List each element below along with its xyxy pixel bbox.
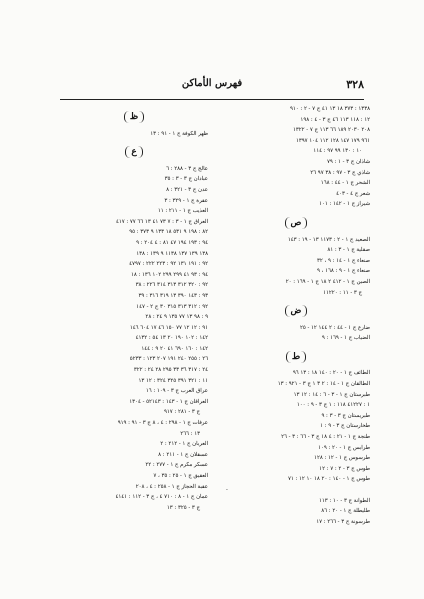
index-entry: عالج ج ٣ - ٢٨٨ : ٦ [166, 165, 208, 172]
index-entry: ٩٤ : ٩٣ ٤١ ٢٩٩ ٢٩٩ ١٠٢ ١٣٦ : ١٨ [130, 271, 208, 278]
index-entry: عدن ج ٣ - ٣٢١ : ٨ [166, 186, 208, 193]
index-entry: طرسوس ج ١ - ١٢ : ١٢٨ [314, 455, 370, 462]
left-column [60, 104, 208, 513]
index-entry: ١٤٢ : ١٠٢ ١٩٠ ٢٠ ١٣ ٥٤ : ٤١٣٢ [135, 335, 208, 342]
index-entry: الضياب ج ١ - ١٦٩ : ٩ [321, 335, 370, 342]
index-entry: ١٣٨ ١٣٩ ١٣٧ ١١٣٨ ٩ ١٣٩ : ١٣٨ [136, 250, 208, 257]
index-entry: ٩٤ : ١٩٣ ١٩٤ ٤٧ ٨١ : ٤ ٢٠٤ : ٩ [136, 239, 208, 246]
index-entry: ٩٢ : ١٩١ ١٣١ ٩٢ : ٢٢٣ ٢٢٢ : ٤٧٩٧ [129, 261, 208, 268]
index-entry: طرابس ج ١ - ٢٠ : ١٠٩ [318, 444, 370, 451]
index-entry: طخارستان ج ٣ - ٩ : ١ [320, 423, 370, 430]
page-header [60, 78, 364, 96]
index-entry: العراق ج ١ - ٣ : ٧ ٧٣ ٤١ ١٣ ٦٦ ٧٧ : ٤١٧ [115, 218, 208, 225]
index-entry: عبادان ج ٣ - ٣ : ٣٥ [164, 176, 208, 183]
index-entry: الشحر ج ١ - ٤٤ : ١٦٨ [320, 180, 370, 187]
index-entry: طليطلة ج ١ - ٢٠ : ٨٦ [321, 508, 370, 515]
section-letter: ط [286, 351, 306, 363]
section-heading [222, 305, 370, 318]
index-entry: ١ : ٤١٢٢٧ ١١٨ : ١ ج ٣ - ٩ : ١٠٠ [296, 402, 370, 409]
section-letter: ع [125, 146, 142, 158]
index-entry: الصين ج ١ - ٤١٢ ٢ ١٨ ج ١ - ١٦٩ : ٢٠ [285, 278, 370, 285]
index-entry: ٩٢ : ٣١٢ ٣١٣ ٣١٥ ٣٠ ج ٢ - ١٤٧ [136, 303, 208, 310]
section-heading [60, 111, 208, 124]
index-entry-continuation: ١٣ : ٢٦٦ [180, 430, 200, 437]
index-entry: ١٣٣٨ : ٣٧٣ ١٨ ١٣ ٤١ ج ٧ - ٢ : ٩١٠ [290, 106, 370, 112]
index-entry: ٢٠٨ ٢٠٣٠ ١٨٩ ٦٦ ١١٣ ج ٧ - ١٣٢٢ [293, 127, 370, 134]
index-entry-continuation: ج ٣ - ٢٨١ : ٩١٧ [164, 409, 200, 416]
index-entry: شاذي ج ٣ - ٩٧ : ٣٨ ٩٧ ٢٦ [310, 169, 370, 176]
index-entry-continuation: ج ٣ - ١١ : ١١٢٢٠ [323, 289, 362, 296]
index-entry: عراق العرب ج ٣ - ١٠٩ : ١٦ [145, 388, 208, 395]
index-entry: شعر ج ٤ - ٤٠٣ [336, 190, 370, 197]
index-entry: صنعاء ج ١ - ٩ : ١٦٨ ، ٩ [317, 268, 370, 275]
index-entry: العقيق ج ١ - ٢٥ : ٣٥ ، ٧ [153, 473, 208, 479]
index-entry: عقبة الحجاز ج ١ - ٢٥٨ : ٤ ، ٢٠٨ [135, 483, 208, 490]
index-entry: ٩٢ : ٣٢٠ ٣١٢ ٣١٣ ٣١٤ ٢٢٦ : ٣٨ [135, 282, 208, 289]
index-entry: عرفات ج ١ - ٢٩٨ : ٤ ، ٨ ج ٣ - ٩١ : ٩١٩ [117, 420, 208, 427]
index-entry: ١٤٢ : ١٦٠ ٦٩٠ ٤١ ٢٠ ٩ : ١٤٤ [141, 345, 208, 352]
index-entry: عمان ج ١ - ٨ : ٧١٠ ٤ ، ج ٣ - ١١٢ : ٤١٤١ [115, 494, 208, 501]
index-entry: طبريستان ج ٣ - ٣ : ٩ [321, 412, 370, 419]
index-entry: - [226, 487, 228, 493]
index-entry: عقرة ج ١ - ٣٢٩ : ٣ [164, 197, 208, 204]
index-entry: ١١ : ٣٢١ ٣٩١ ٣٢٥ ٣٢٤ : ١٢ ١٣ [138, 377, 208, 384]
index-entry: شاذان ج ٣ - ١ : ٧٩ [326, 158, 370, 165]
index-entry: الطائف ج ١ - ٢٠ : ١٤٠ ١٨ : ١٣ ٩٦ [292, 370, 370, 377]
header-rule [60, 99, 364, 100]
section-heading [222, 217, 370, 230]
index-entry: صقلية ج ١ - ٣ : ٨١ [327, 247, 370, 254]
index-entry: ٢٤ : ٣١٧ ٣٦ ٣٣ ٢٩٥ ٢٨ ٢٤ : ٣٢٢ [133, 367, 208, 374]
running-title: فهرس الأماكن [181, 78, 243, 89]
index-entry: عسقلان ج ١ - ٢١١ : ٨ [158, 451, 208, 458]
index-entry: ضارع ج ١ - ٤٤ : ٢ ١٤٤ ١٢ - ٢٥ [299, 324, 370, 331]
index-entry: ظهر الكوفة ج ١ - ٩١ : ١٣ [150, 130, 208, 137]
index-entry: ٩ : ٩٨ ١٣ ٧٧ ١٣٥ ٩ ٢٤ : ٢٨ [145, 314, 208, 321]
section-letter: ض [285, 305, 308, 317]
index-entry: طوس ج ٣ - ٢ : ٧ : ١٢ [319, 465, 370, 472]
section-letter: ظ [124, 111, 144, 123]
section-heading [60, 146, 208, 159]
section-heading [222, 351, 370, 364]
index-entry: العراقان ج ١ - ١٤٣ : ٥٢١٤٣ - ١٣٠٤ [129, 398, 208, 405]
index-entry: ٢٦ : ٢٥٥ ٢٤٠ ١٩١ ٢٠٧ ١٢٣ : ٥٢٣٣ [129, 356, 208, 363]
index-entry: طوس ج ١ - ١٤٠ : ٢٠ ١٨ ١٠ ١٢ : ٧١ [287, 476, 370, 483]
index-entry: طبرستان ج ١ - ٣ - ٦ : ١٤ : ١٢ ١٣ [293, 391, 370, 398]
index-entry: شيراز ج ١ - ١٤٢ : ١٠١ [319, 201, 370, 208]
index-entry: عسكر مكرم ج ١ - ٢٧٧ : ٢٢ [145, 462, 208, 469]
index-entry: ٩٦١ ١٧٩ ١٤٧ ١٢٨ ١١٢ ١٠٤ ١٣٩٧ [295, 137, 370, 144]
section-letter: ص [285, 217, 308, 229]
index-entry: ٩١ : ١٢ ١٢ ٧٧ ١٥٠ ٤٦ ١٧ ٦٠٤ ١٤٦ [129, 324, 208, 331]
index-entry: الطالقان ج ١ - ١٤ : ٢ ٣ ١ ج ٣ - ٩٢١ : ١٣ [277, 381, 370, 388]
index-entry: ١٢ : ١١٨ ١١٣ ٤٦ ج ٣ - ٤ : ١٩٨ [300, 116, 370, 123]
page-number: ٣٢٨ [346, 78, 364, 91]
index-entry-continuation: ١٠ : ١٣٠ ٩٩ ٩٧ : ١١٤ [313, 148, 362, 155]
index-entry: العذيب ج ١ - ٢١١ : ١١ [157, 208, 208, 215]
index-entry: طنجة ج ١ - ٢١ : ٤ ١٨ ج ٣ - ٦٦ : ٣ - ٢٦ [281, 434, 370, 441]
right-column [222, 104, 370, 527]
index-entry: الصعيد ج ١ - ٢ : ١١٧٣ ١٣ - ١٩ : ١٤٣ [287, 236, 370, 243]
index-entry: الطوانة ج ٣ - ١٠ : ١١٣ [318, 497, 370, 504]
index-entry: العربان ج ١ - ٢١٢ : ٢ [160, 441, 208, 448]
index-entry: صنعاء ج ١ - ١٤ : ٩ ، ٣٢ [317, 257, 370, 264]
index-entry: طرسونة ج ٣ - ٢٦٦ : ١٧ [316, 518, 370, 525]
index-entry-continuation: ج ٣ - ٣٢٥ : ١٣ [166, 504, 200, 511]
index-entry: ٨٢ : ١٩٨ ٩ ٥٣١ ١٨ ١٣٣ ٩ ٣٧٣ : ٩٥ [129, 229, 208, 236]
index-entry: ٩٣ : ١٤٣ ٣٩٠ ١٣ ٣١٩ ٣١٦ : ٣٩ [138, 292, 208, 299]
